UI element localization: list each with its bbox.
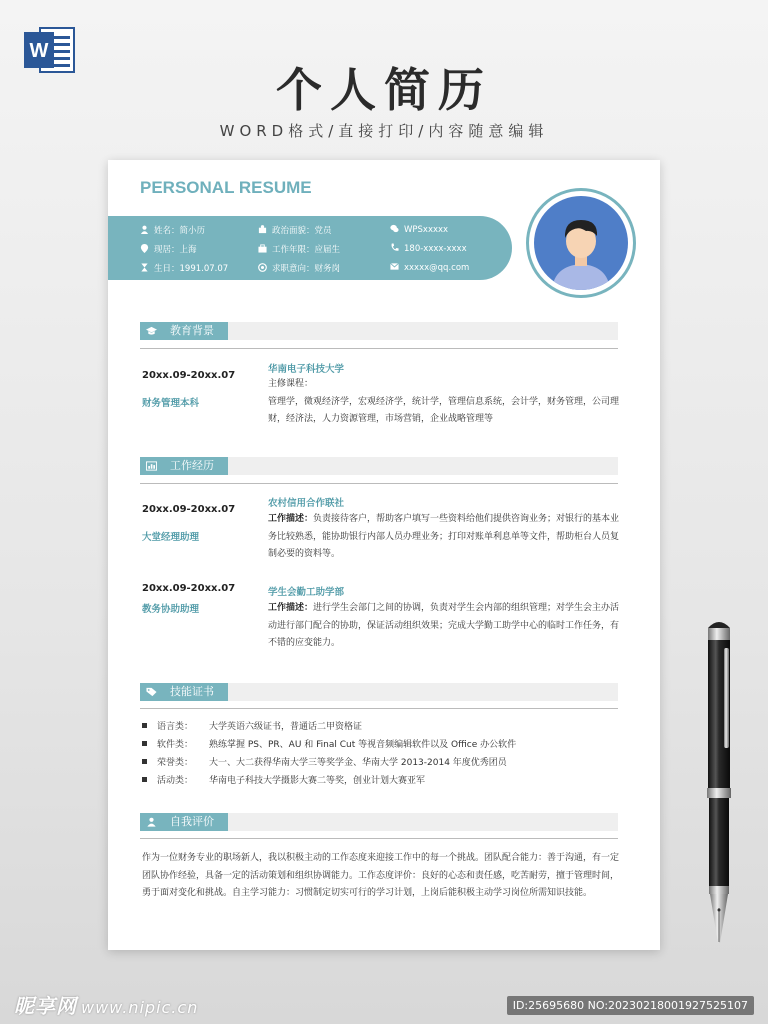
info-wechat: WPSxxxxx (390, 224, 448, 235)
resume-brand: PERSONAL RESUME (140, 178, 312, 197)
divider (140, 838, 618, 839)
divider (140, 483, 618, 484)
svg-text:W: W (29, 40, 49, 62)
divider (140, 348, 618, 349)
person-icon (146, 817, 157, 827)
divider (140, 708, 618, 709)
skill-item: 语言类： 大学英语六级证书，普通话二甲资格证 (142, 719, 362, 732)
work-date: 20xx.09-20xx.07 (142, 583, 236, 594)
wechat-icon (390, 224, 399, 233)
phone-icon (390, 243, 399, 252)
work-desc: 工作描述：进行学生会部门之间的协调，负责对学生会内部的组织管理；对学生会主办活动进行部门配合的协助，保证活动组织效果；完成大学勤工助学中心的临时工作任务，有不错的应变能力。 (268, 603, 620, 648)
work-role: 大堂经理助理 (142, 532, 200, 543)
graduation-cap-icon (146, 326, 157, 336)
watermark-logo: 昵享网 www.nipic.cn (14, 994, 199, 1018)
info-birthday: 生日：1991.07.07 (140, 262, 228, 274)
briefcase-icon (258, 244, 267, 253)
section-skills-title: 技能证书 (170, 685, 214, 698)
info-band (108, 216, 512, 280)
info-location: 现居：上海 (140, 243, 197, 255)
user-icon (140, 225, 149, 234)
avatar-person-icon (534, 196, 628, 290)
section-work-header (140, 457, 618, 475)
work-role: 教务协助助理 (142, 604, 200, 615)
tag-icon (146, 687, 157, 697)
self-eval-text: 作为一位财务专业的职场新人，我以积极主动的工作态度来迎接工作中的每一个挑战。团队配合能力：善于沟通，有一定团队协作经验，具备一定的活动策划和组织协调能力。工作态度评价：良好的心态和责任感，吃苦耐劳，擅于管理时间，勇于面对变化和挑战。自主学习能力：习惯制定切实可行的学习计划，上岗后能积极主动学习岗位所需知识技能。 (142, 853, 620, 898)
edu-school: 华南电子科技大学 (268, 364, 345, 375)
edu-date: 20xx.09-20xx.07 (142, 370, 236, 381)
section-self-eval-header (140, 813, 618, 831)
info-name: 姓名：简小历 (140, 224, 205, 236)
hourglass-icon (140, 263, 149, 272)
target-icon (258, 263, 267, 272)
info-email: xxxxx@qq.com (390, 262, 469, 273)
watermark-id: ID:25695680 NO:20230218001927525107 (507, 996, 754, 1015)
edu-major: 财务管理本科 (142, 398, 200, 409)
skill-item: 活动类： 华南电子科技大学摄影大赛二等奖，创业计划大赛亚军 (142, 773, 425, 786)
skill-item: 软件类： 熟练掌握 PS、PR、AU 和 Final Cut 等视音频编辑软件以及 Office 办公软件 (142, 737, 516, 750)
resume-page (108, 160, 660, 950)
avatar (534, 196, 628, 290)
work-org: 学生会勤工助学部 (268, 587, 345, 598)
section-education-title: 教育背景 (170, 324, 214, 337)
fountain-pen-illustration (694, 618, 744, 948)
info-experience: 工作年限：应届生 (258, 243, 340, 255)
section-work-title: 工作经历 (170, 459, 214, 472)
mail-icon (390, 262, 399, 271)
skill-item: 荣誉类： 大一、大二获得华南大学三等奖学金、华南大学 2013-2014 年度优秀团员 (142, 755, 507, 768)
work-org: 农村信用合作联社 (268, 498, 345, 509)
section-education-header (140, 322, 618, 340)
location-icon (140, 244, 149, 253)
section-self-eval-title: 自我评价 (170, 815, 214, 828)
avatar-frame (526, 188, 636, 298)
work-desc: 工作描述：负责接待客户，帮助客户填写一些资料给他们提供咨询业务；对银行的基本业务比较熟悉，能协助银行内部人员办理业务；打印对账单利息单等文件，帮助柜台人员复制必要的资料等。 (268, 514, 620, 559)
page-subtitle: WORD格式/直接打印/内容随意编辑 (219, 122, 549, 140)
work-date: 20xx.09-20xx.07 (142, 504, 236, 515)
info-job-intent: 求职意向：财务岗 (258, 262, 340, 274)
page-title: 个人简历 (276, 63, 492, 117)
section-skills-header (140, 683, 618, 701)
badge-icon (258, 225, 267, 234)
bar-chart-icon (146, 461, 157, 471)
info-politics: 政治面貌：党员 (258, 224, 332, 236)
edu-courses: 主修课程： 管理学，微观经济学，宏观经济学，统计学，管理信息系统，会计学，财务管理，公司理财，经济法，人力资源管理，市场营销，企业战略管理等 (268, 379, 620, 424)
info-phone: 180-xxxx-xxxx (390, 243, 467, 254)
